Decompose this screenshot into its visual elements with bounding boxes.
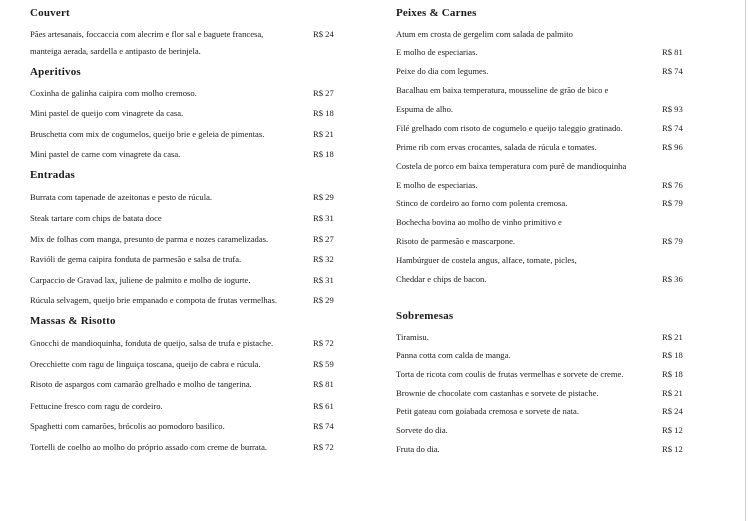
item-description: Cheddar e chips de bacon.: [396, 274, 487, 284]
menu-item: [396, 28, 696, 40]
section-title-massas-risotto: Massas & Risotto: [30, 315, 116, 327]
menu-item: [30, 233, 340, 245]
item-price: R$ 81: [662, 47, 683, 57]
item-description: Pães artesanais, foccaccia com alecrim e flor sal e baguete francesa,: [30, 29, 264, 39]
item-description: Spaghetti com camarões, brócolis ao pomodoro basilico.: [30, 421, 225, 431]
item-description: Panna cotta com calda de manga.: [396, 350, 511, 360]
item-description: Tortelli de coelho ao molho do próprio assado com creme de burrata.: [30, 442, 268, 452]
menu-item: [396, 331, 696, 343]
item-description: E molho de especiarias.: [396, 180, 478, 190]
menu-item: [30, 191, 340, 203]
section-title-peixes-carnes: Peixes & Carnes: [396, 7, 477, 19]
menu-item: [30, 148, 340, 160]
item-description: Peixe do dia com legumes.: [396, 66, 489, 76]
item-description: Risoto de parmesão e mascarpone.: [396, 236, 516, 246]
menu-item: [30, 337, 340, 349]
item-price: R$ 27: [313, 234, 334, 244]
item-description: Ravióli de gema caipira fonduta de parmesão e salsa de trufa.: [30, 254, 242, 264]
section-title-sobremesas: Sobremesas: [396, 310, 454, 322]
menu-item: [30, 128, 340, 140]
item-price: R$ 74: [662, 123, 683, 133]
item-description: Bruschetta com mix de cogumelos, queijo brie e geleia de pimentas.: [30, 129, 265, 139]
item-price: R$ 18: [662, 369, 683, 379]
item-price: R$ 76: [662, 180, 683, 190]
menu-item: [396, 103, 696, 115]
item-price: R$ 29: [313, 295, 334, 305]
item-description: Burrata com tapenade de azeitonas e pesto de rúcula.: [30, 192, 213, 202]
page-edge-divider: [745, 0, 746, 521]
item-price: R$ 18: [313, 149, 334, 159]
menu-item: [30, 420, 340, 432]
item-description: Steak tartare com chips de batata doce: [30, 213, 162, 223]
menu-item: [396, 141, 696, 153]
item-price: R$ 31: [313, 275, 334, 285]
menu-item: [396, 254, 696, 266]
item-description: E molho de especiarias.: [396, 47, 478, 57]
menu-item: [396, 235, 696, 247]
menu-item: [396, 179, 696, 191]
item-description: Hambúrguer de costela angus, alface, tomate, picles,: [396, 255, 577, 265]
item-price: R$ 12: [662, 425, 683, 435]
item-price: R$ 29: [313, 192, 334, 202]
item-description: Petit gateau com goiabada cremosa e sorvete de nata.: [396, 406, 580, 416]
item-description: Mini pastel de carne com vinagrete da casa.: [30, 149, 181, 159]
menu-item: [30, 358, 340, 370]
item-description: Sorvete do dia.: [396, 425, 448, 435]
menu-item: [396, 122, 696, 134]
item-description: Costela de porco em baixa temperatura com purê de mandioquinha: [396, 161, 627, 171]
item-description: Stinco de cordeiro ao forno com polenta cremosa.: [396, 198, 568, 208]
item-description: Bochecha bovina ao molho de vinho primitivo e: [396, 217, 562, 227]
section-title-couvert: Couvert: [30, 7, 70, 19]
menu-item: [396, 216, 696, 228]
item-price: R$ 21: [662, 388, 683, 398]
menu-item: [30, 253, 340, 265]
menu-item: [30, 212, 340, 224]
menu-item: [30, 294, 340, 306]
item-description: Fettucine fresco com ragu de cordeiro.: [30, 401, 163, 411]
item-price: R$ 18: [662, 350, 683, 360]
menu-item: [396, 405, 696, 417]
menu-item: [30, 87, 340, 99]
item-price: R$ 79: [662, 236, 683, 246]
item-price: R$ 24: [313, 29, 334, 39]
item-price: R$ 74: [662, 66, 683, 76]
item-price: R$ 21: [313, 129, 334, 139]
item-price: R$ 27: [313, 88, 334, 98]
item-description: Tiramisu.: [396, 332, 429, 342]
menu-item: [396, 84, 696, 96]
item-price: R$ 93: [662, 104, 683, 114]
item-price: R$ 21: [662, 332, 683, 342]
item-description: Risoto de aspargos com camarão grelhado e molho de tangerina.: [30, 379, 252, 389]
item-price: R$ 59: [313, 359, 334, 369]
item-description: Carpaccio de Gravad lax, juliene de palmito e molho de iogurte.: [30, 275, 251, 285]
section-title-entradas: Entradas: [30, 169, 75, 181]
item-price: R$ 74: [313, 421, 334, 431]
item-description: Gnocchi de mandioquinha, fonduta de queijo, salsa de trufa e pistache.: [30, 338, 274, 348]
item-description: Rúcula selvagem, queijo brie empanado e compota de frutas vermelhas.: [30, 295, 277, 305]
item-price: R$ 79: [662, 198, 683, 208]
menu-item: [396, 349, 696, 361]
item-description: Brownie de chocolate com castanhas e sorvete de pistache.: [396, 388, 599, 398]
menu-item: [396, 368, 696, 380]
menu-item: [396, 443, 696, 455]
menu-item: [396, 273, 696, 285]
item-description: Coxinha de galinha caipira com molho cremoso.: [30, 88, 197, 98]
item-price: R$ 72: [313, 442, 334, 452]
item-description: manteiga aerada, sardella e antipasto de berinjela.: [30, 46, 201, 56]
item-price: R$ 31: [313, 213, 334, 223]
item-description: Torta de ricota com coulis de frutas vermelhas e sorvete de creme.: [396, 369, 624, 379]
menu-item: [30, 274, 340, 286]
menu-item: [396, 197, 696, 209]
menu-item: [30, 45, 340, 57]
item-description: Espuma de alho.: [396, 104, 454, 114]
item-price: R$ 12: [662, 444, 683, 454]
item-description: Atum em crosta de gergelim com salada de palmito: [396, 29, 573, 39]
item-price: R$ 36: [662, 274, 683, 284]
menu-item: [30, 441, 340, 453]
menu-item: [30, 400, 340, 412]
section-title-aperitivos: Aperitivos: [30, 66, 81, 78]
item-description: Fruta do dia.: [396, 444, 440, 454]
menu-item: [396, 387, 696, 399]
menu-item: [396, 160, 696, 172]
item-price: R$ 32: [313, 254, 334, 264]
menu-item: [30, 28, 340, 40]
menu-item: [396, 424, 696, 436]
item-description: Prime rib com ervas crocantes, salada de rúcula e tomates.: [396, 142, 597, 152]
item-price: R$ 72: [313, 338, 334, 348]
item-description: Bacalhau em baixa temperatura, mousseline de grão de bico e: [396, 85, 609, 95]
item-description: Orecchiette com ragu de linguiça toscana, queijo de cabra e rúcula.: [30, 359, 261, 369]
item-description: Filé grelhado com risoto de cogumelo e queijo taleggio gratinado.: [396, 123, 623, 133]
item-price: R$ 18: [313, 108, 334, 118]
item-description: Mini pastel de queijo com vinagrete da casa.: [30, 108, 184, 118]
item-price: R$ 61: [313, 401, 334, 411]
item-price: R$ 81: [313, 379, 334, 389]
menu-item: [396, 46, 696, 58]
menu-item: [30, 107, 340, 119]
item-description: Mix de folhas com manga, presunto de parma e nozes caramelizadas.: [30, 234, 269, 244]
menu-item: [30, 378, 340, 390]
menu-item: [396, 65, 696, 77]
item-price: R$ 96: [662, 142, 683, 152]
item-price: R$ 24: [662, 406, 683, 416]
